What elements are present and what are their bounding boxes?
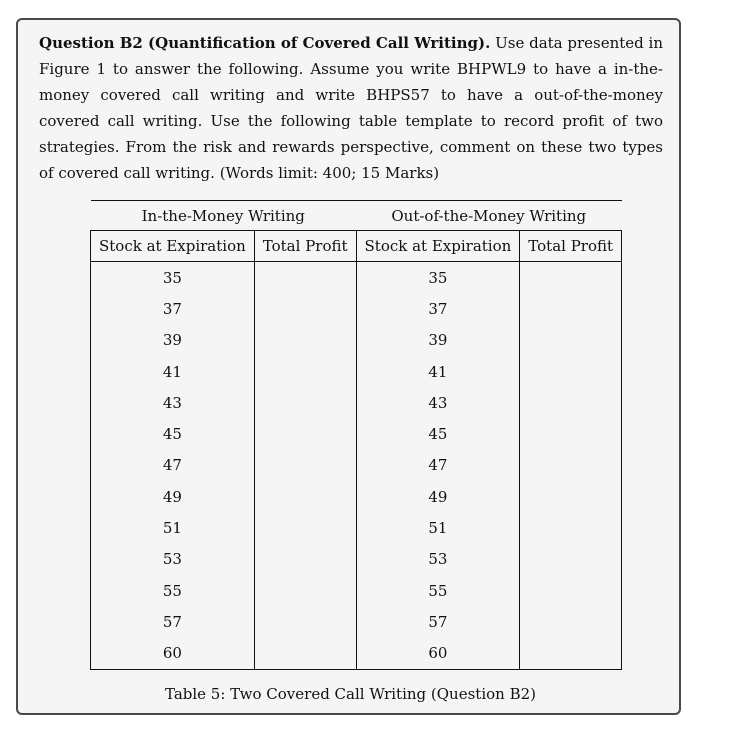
otm-profit-cell xyxy=(520,606,622,637)
itm-stock-cell: 51 xyxy=(91,512,255,543)
itm-profit-cell xyxy=(254,293,356,324)
itm-stock-cell: 49 xyxy=(91,481,255,512)
table-row xyxy=(91,512,622,543)
otm-profit-cell xyxy=(520,544,622,575)
profit-table xyxy=(90,200,622,670)
itm-profit-cell xyxy=(254,575,356,606)
table-row xyxy=(91,387,622,418)
otm-stock-cell: 60 xyxy=(356,638,520,670)
table-caption: Table 5: Two Covered Call Writing (Question B2) xyxy=(164,685,536,703)
table-row xyxy=(91,481,622,512)
itm-stock-cell: 39 xyxy=(91,325,255,356)
itm-profit-cell xyxy=(254,356,356,387)
itm-stock-cell: 45 xyxy=(91,418,255,449)
group-header-itm: In-the-Money Writing xyxy=(141,206,305,225)
itm-profit-cell xyxy=(254,387,356,418)
otm-profit-cell xyxy=(520,512,622,543)
otm-stock-cell: 45 xyxy=(356,418,520,449)
itm-stock-cell: 53 xyxy=(91,544,255,575)
question-paragraph xyxy=(39,30,663,186)
itm-stock-cell: 35 xyxy=(91,262,255,294)
itm-stock-cell: 57 xyxy=(91,606,255,637)
table-row xyxy=(91,606,622,637)
itm-profit-cell xyxy=(254,606,356,637)
itm-stock-cell: 47 xyxy=(91,450,255,481)
group-header-otm: Out-of-the-Money Writing xyxy=(391,206,587,225)
otm-stock-cell: 51 xyxy=(356,512,520,543)
otm-stock-cell: 53 xyxy=(356,544,520,575)
question-box xyxy=(16,18,681,715)
table-row xyxy=(91,356,622,387)
itm-profit-cell xyxy=(254,544,356,575)
otm-stock-cell: 43 xyxy=(356,387,520,418)
itm-stock-cell: 43 xyxy=(91,387,255,418)
question-heading: Question B2 (Quantification of Covered Call Writing). xyxy=(39,34,491,52)
otm-stock-cell: 35 xyxy=(356,262,520,294)
otm-profit-cell xyxy=(520,638,622,670)
table-row xyxy=(91,544,622,575)
otm-profit-cell xyxy=(520,356,622,387)
itm-profit-cell xyxy=(254,450,356,481)
table-row xyxy=(91,293,622,324)
otm-profit-cell xyxy=(520,325,622,356)
table-row xyxy=(91,575,622,606)
otm-stock-cell: 37 xyxy=(356,293,520,324)
itm-profit-cell xyxy=(254,325,356,356)
column-header-otm-profit: Total Profit xyxy=(520,231,622,262)
itm-stock-cell: 41 xyxy=(91,356,255,387)
table-row xyxy=(91,325,622,356)
itm-profit-cell xyxy=(254,638,356,670)
otm-profit-cell xyxy=(520,575,622,606)
column-header-itm-profit: Total Profit xyxy=(254,231,356,262)
itm-profit-cell xyxy=(254,512,356,543)
itm-profit-cell xyxy=(254,418,356,449)
otm-stock-cell: 57 xyxy=(356,606,520,637)
itm-stock-cell: 55 xyxy=(91,575,255,606)
column-header-otm-stock: Stock at Expiration xyxy=(356,231,520,262)
otm-stock-cell: 55 xyxy=(356,575,520,606)
otm-profit-cell xyxy=(520,418,622,449)
column-header-itm-stock: Stock at Expiration xyxy=(91,231,255,262)
otm-profit-cell xyxy=(520,293,622,324)
question-text: Use data presented in Figure 1 to answer the following. Assume you write BHPWL9 to have a in-the-money covered call writing and write BHPS57 to have a out-of-the-money covered call writing. Use the following table template to record profit of two strategies. From the risk and rewards perspective, comment on these two types of covered call writing. (Words limit: 400; 15 Marks) xyxy=(39,34,663,182)
otm-stock-cell: 41 xyxy=(356,356,520,387)
table-row xyxy=(91,450,622,481)
otm-profit-cell xyxy=(520,450,622,481)
otm-profit-cell xyxy=(520,262,622,294)
table-row xyxy=(91,418,622,449)
itm-profit-cell xyxy=(254,481,356,512)
otm-stock-cell: 39 xyxy=(356,325,520,356)
itm-stock-cell: 60 xyxy=(91,638,255,670)
otm-stock-cell: 49 xyxy=(356,481,520,512)
otm-stock-cell: 47 xyxy=(356,450,520,481)
otm-profit-cell xyxy=(520,387,622,418)
itm-profit-cell xyxy=(254,262,356,294)
table-row xyxy=(91,638,622,670)
table-row xyxy=(91,262,622,294)
otm-profit-cell xyxy=(520,481,622,512)
itm-stock-cell: 37 xyxy=(91,293,255,324)
